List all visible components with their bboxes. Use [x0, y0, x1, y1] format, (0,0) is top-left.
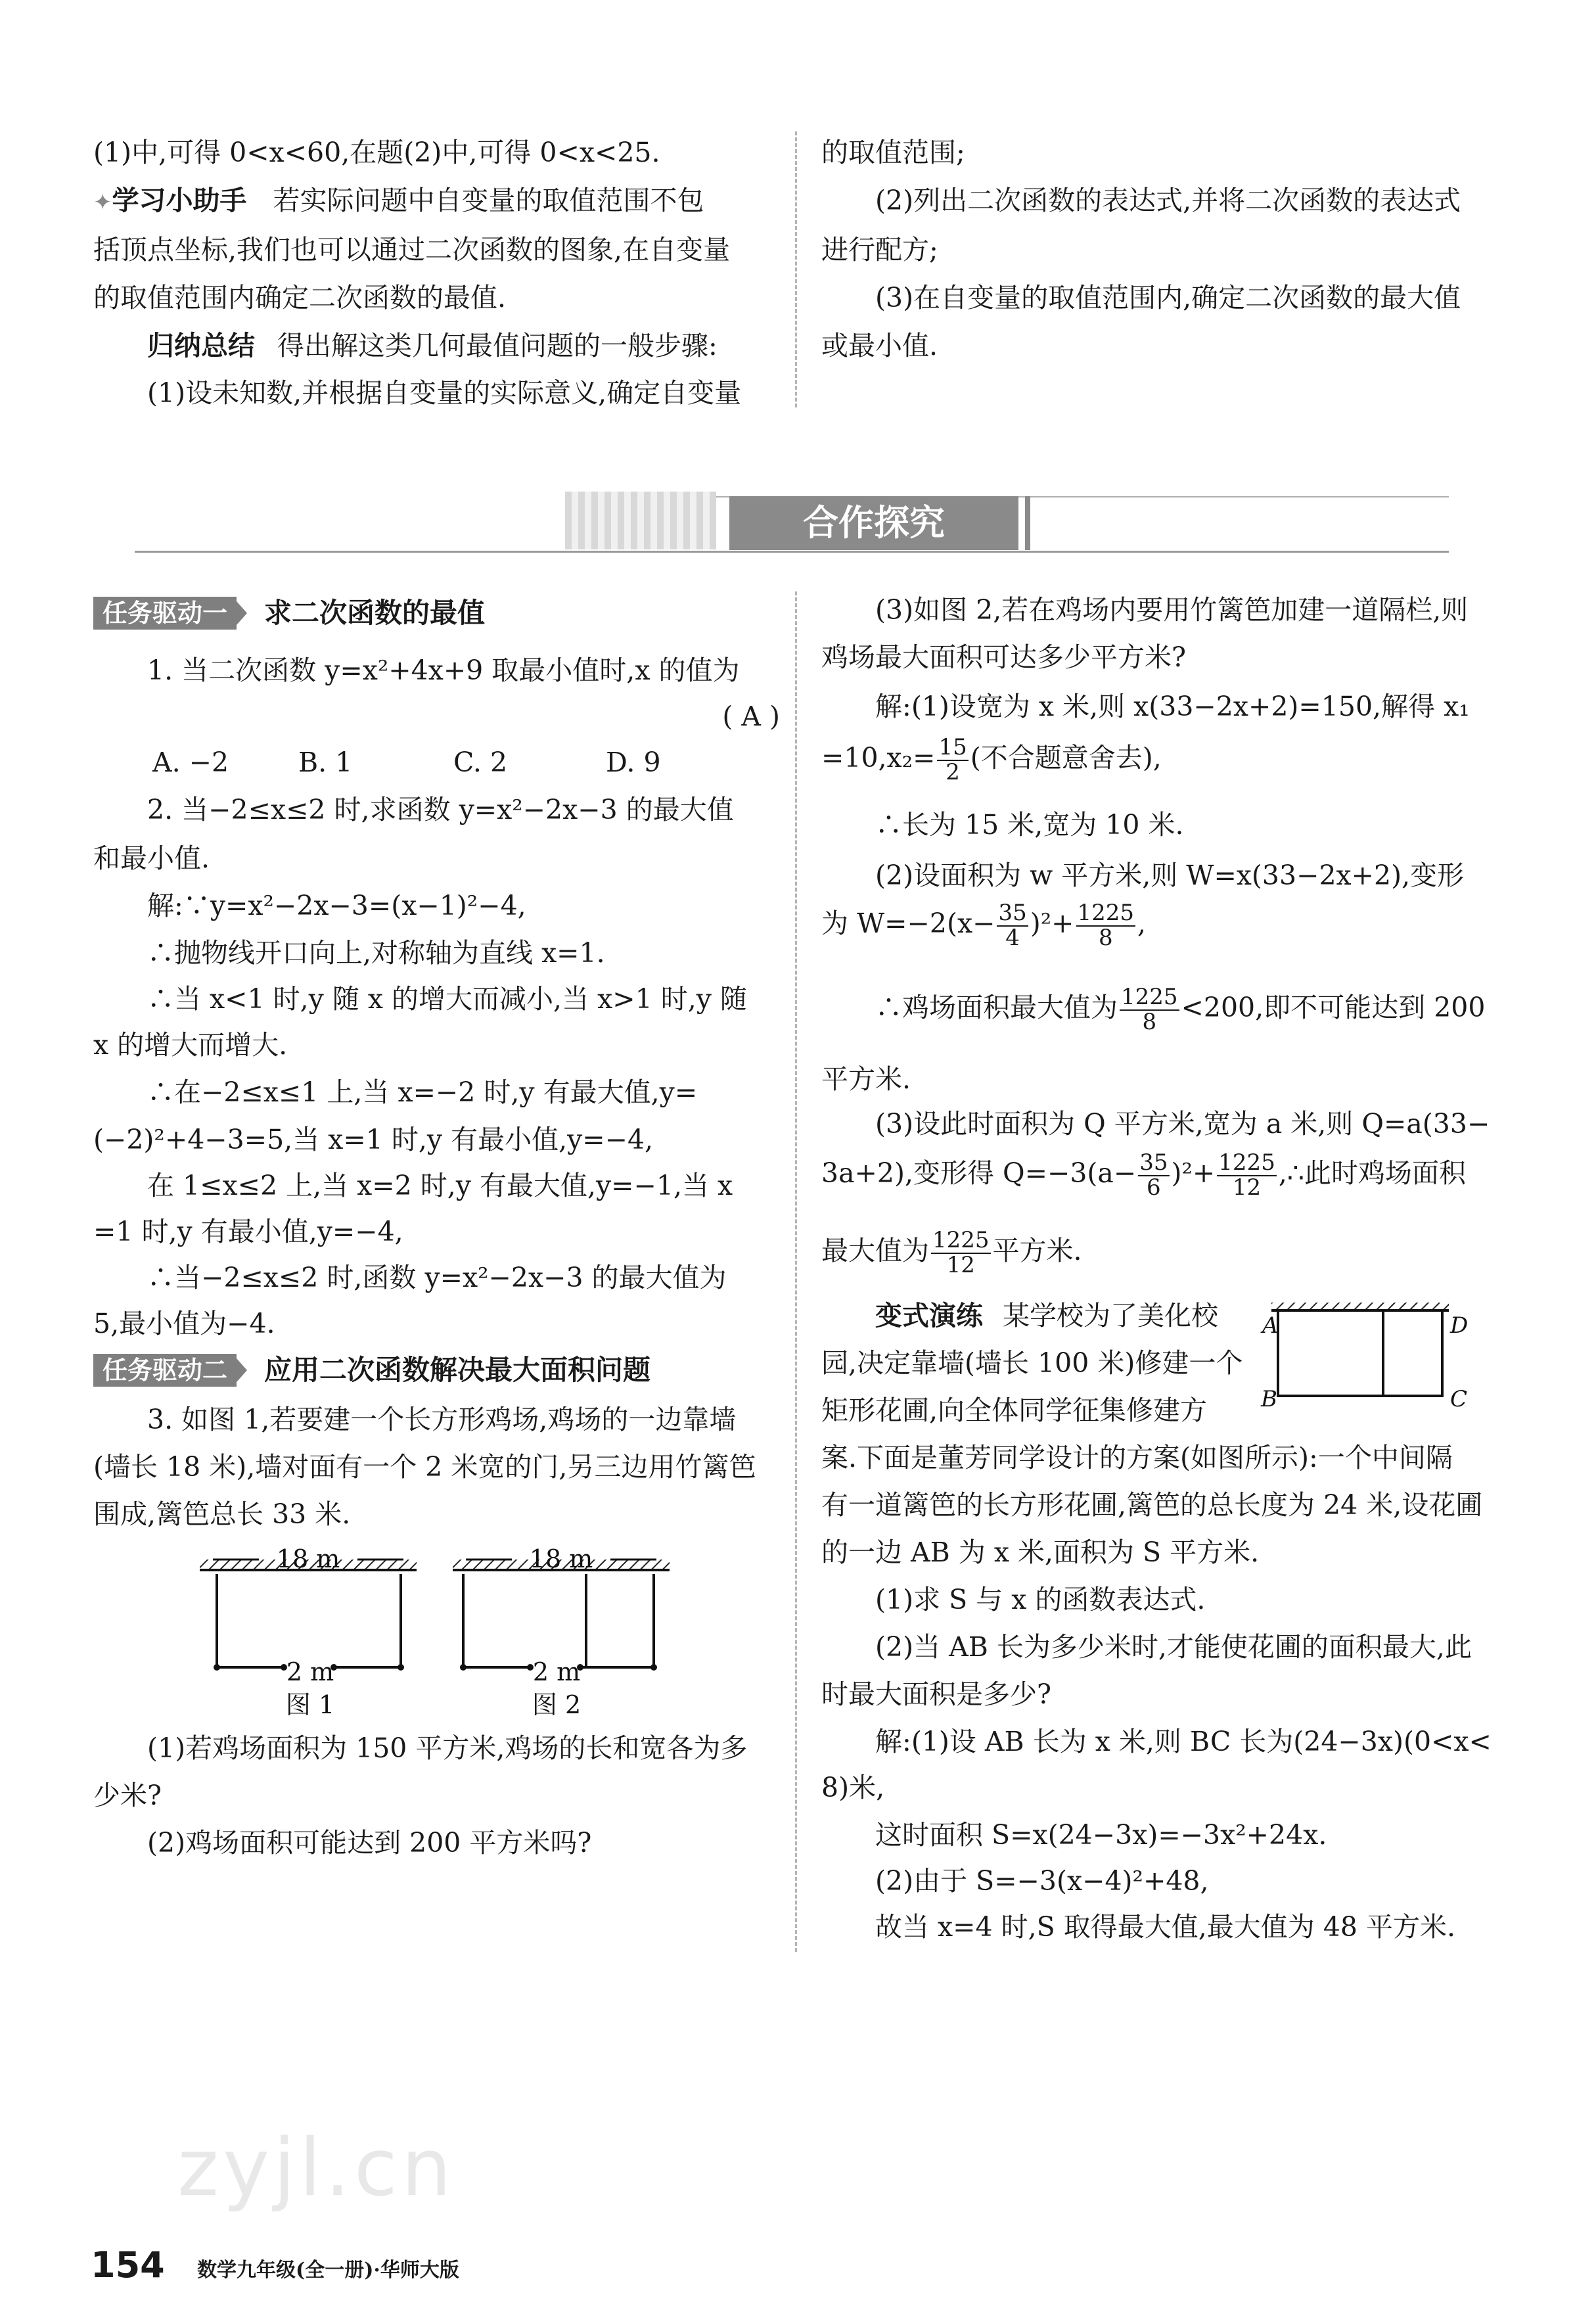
garden-label-a: A	[1262, 1312, 1279, 1339]
summary-label: 归纳总结	[147, 330, 255, 361]
fig2-corner	[650, 1664, 657, 1671]
variant-text-1: 某学校为了美化校	[1003, 1300, 1218, 1331]
q3r-line-2: 鸡场最大面积可达多少平方米?	[821, 641, 1186, 673]
frac-num: 1225	[1077, 900, 1135, 926]
garden-label-c: C	[1450, 1386, 1468, 1412]
variant-line-14: 故当 x=4 时,S 取得最大值,最大值为 48 平方米.	[875, 1911, 1456, 1943]
q3-line-1: 3. 如图 1,若要建一个长方形鸡场,鸡场的一边靠墙	[147, 1404, 737, 1435]
q3r-l7-fraction-2	[1076, 902, 1136, 950]
q1-option-b: B. 1	[298, 747, 353, 778]
task1-arrow-icon	[237, 601, 247, 625]
q3r-l12-text-a: 最大值为	[821, 1235, 929, 1267]
garden-label-d: D	[1450, 1312, 1469, 1339]
task1-title: 求二次函数的最值	[264, 597, 486, 629]
q3r-line-12	[821, 1229, 1082, 1277]
variant-line-8: (2)当 AB 长为多少米时,才能使花圃的面积最大,此	[875, 1631, 1472, 1663]
frac-num: 35	[1139, 1149, 1168, 1176]
q3r-l7-text-a: 为 W=−2(x−	[821, 908, 995, 940]
variant-line-1	[821, 1300, 1218, 1331]
fig1-corner	[398, 1664, 404, 1671]
garden-rectangle	[1278, 1310, 1442, 1396]
top-right-line-4: (3)在自变量的取值范围内,确定二次函数的最大值	[875, 282, 1461, 313]
q2-line-6: x 的增大而增大.	[93, 1029, 288, 1061]
top-left-line-1: (1)中,可得 0<x<60,在题(2)中,可得 0<x<25.	[93, 137, 660, 168]
variant-line-3: 矩形花圃,向全体同学征集修建方	[821, 1395, 1208, 1426]
q2-line-5: ∴当 x<1 时,y 随 x 的增大而减小,当 x>1 时,y 随	[147, 983, 747, 1015]
variant-line-10: 解:(1)设 AB 长为 x 米,则 BC 长为(24−3x)(0<x<	[875, 1726, 1492, 1757]
top-right-line-1: 的取值范围;	[821, 137, 965, 168]
q2-line-1: 2. 当−2≤x≤2 时,求函数 y=x²−2x−3 的最大值	[147, 794, 734, 825]
q3r-line-1: (3)如图 2,若在鸡场内要用竹篱笆加建一道隔栏,则	[875, 594, 1469, 626]
fig1-door-label: 2 m	[286, 1657, 334, 1686]
fig2-caption: 图 2	[532, 1690, 581, 1719]
top-left-line-3: 的取值范围内确定二次函数的最值.	[93, 282, 507, 313]
frac-den: 8	[1142, 1008, 1157, 1035]
q3-sub-line-3: (2)鸡场面积可能达到 200 平方米吗?	[147, 1827, 592, 1859]
q3r-l12-text-b: 平方米.	[992, 1235, 1082, 1267]
q3r-line-3: 解:(1)设宽为 x 米,则 x(33−2x+2)=150,解得 x₁	[875, 691, 1470, 722]
q3-sub-line-1: (1)若鸡场面积为 150 平方米,鸡场的长和宽各为多	[147, 1732, 748, 1764]
q3r-l11-fraction-2	[1217, 1151, 1277, 1199]
variant-line-13: (2)由于 S=−3(x−4)²+48,	[875, 1865, 1209, 1897]
garden-label-b: B	[1261, 1386, 1277, 1412]
frac-num: 15	[938, 734, 967, 760]
q3r-line-4	[821, 736, 1162, 784]
variant-line-4: 案.下面是董芳同学设计的方案(如图所示):一个中间隔	[821, 1442, 1453, 1473]
q3r-l8-text-b: <200,即不可能达到 200	[1181, 992, 1486, 1024]
main-right-column	[821, 0, 1498, 2312]
q1-option-a: A. −2	[152, 747, 229, 778]
q3r-line-11	[821, 1151, 1466, 1199]
helper-star-icon: ✦	[93, 189, 112, 216]
helper-text: 若实际问题中自变量的取值范围不包	[273, 185, 704, 216]
top-column-divider	[795, 131, 797, 407]
q2-line-4: ∴抛物线开口向上,对称轴为直线 x=1.	[147, 937, 605, 969]
q3r-line-6: (2)设面积为 w 平方米,则 W=x(33−2x+2),变形	[875, 860, 1465, 891]
q3r-l7-text-c: ,	[1137, 908, 1147, 940]
book-title: 数学九年级(全一册)·华师大版	[197, 2259, 459, 2282]
frac-den: 12	[946, 1251, 975, 1278]
helper-label: 学习小助手	[112, 185, 247, 216]
q1-option-c: C. 2	[453, 747, 508, 778]
q3r-line-10: (3)设此时面积为 Q 平方米,宽为 a 米,则 Q=a(33−	[875, 1108, 1490, 1140]
frac-den: 6	[1147, 1174, 1161, 1201]
q3r-l11-fraction-1	[1138, 1151, 1169, 1199]
frac-den: 4	[1005, 924, 1020, 951]
q3r-l4-fraction	[937, 736, 968, 784]
q3r-l11-text-c: ,∴此时鸡场面积	[1278, 1157, 1466, 1190]
variant-line-7: (1)求 S 与 x 的函数表达式.	[875, 1584, 1206, 1615]
q3-line-3: 围成,篱笆总长 33 米.	[93, 1498, 351, 1530]
variant-line-6: 的一边 AB 为 x 米,面积为 S 平方米.	[821, 1537, 1260, 1568]
variant-line-5: 有一道篱笆的长方形花圃,篱笆的总长度为 24 米,设花圃	[821, 1489, 1483, 1521]
frac-den: 8	[1098, 924, 1113, 951]
q3r-l11-text-a: 3a+2),变形得 Q=−3(a−	[821, 1157, 1137, 1190]
q3r-l8-fraction	[1120, 986, 1179, 1034]
fig1-top-label: 18 m	[276, 1544, 340, 1573]
q3-sub-line-2: 少米?	[93, 1780, 162, 1811]
q3r-l4-text-b: (不合题意舍去),	[970, 742, 1162, 774]
q3r-line-9: 平方米.	[821, 1063, 911, 1095]
q3r-l8-text-a: ∴鸡场面积最大值为	[875, 992, 1118, 1024]
q2-line-2: 和最小值.	[93, 843, 210, 874]
page-number: 154	[91, 2244, 165, 2286]
q3r-l11-text-b: )²+	[1171, 1157, 1216, 1190]
main-left-column	[93, 0, 780, 2312]
variant-line-2: 园,决定靠墙(墙长 100 米)修建一个	[821, 1347, 1243, 1379]
task2-tag: 任务驱动二	[93, 1354, 237, 1387]
top-right-line-3: 进行配方;	[821, 234, 938, 266]
q2-line-7: ∴在−2≤x≤1 上,当 x=−2 时,y 有最大值,y=	[147, 1076, 698, 1108]
section-header-title: 合作探究	[729, 496, 1018, 550]
main-column-divider	[795, 591, 797, 1952]
task1-heading	[93, 597, 485, 630]
fig2-door-label: 2 m	[532, 1657, 581, 1686]
frac-den: 12	[1232, 1174, 1262, 1201]
top-left-line-4: (1)设未知数,并根据自变量的实际意义,确定自变量	[147, 377, 742, 409]
top-right-line-5: 或最小值.	[821, 330, 938, 361]
q3r-l7-text-b: )²+	[1030, 908, 1074, 940]
q2-line-10: =1 时,y 有最小值,y=−4,	[93, 1216, 403, 1247]
task2-arrow-icon	[237, 1358, 247, 1382]
frac-num: 1225	[932, 1227, 990, 1253]
variant-line-11: 8)米,	[821, 1772, 885, 1803]
frac-den: 2	[946, 758, 960, 785]
figure-1	[198, 1535, 422, 1732]
frac-num: 1225	[1121, 984, 1178, 1010]
task2-title: 应用二次函数解决最大面积问题	[264, 1354, 651, 1386]
q3r-line-5: ∴长为 15 米,宽为 10 米.	[875, 809, 1184, 841]
q2-line-8: (−2)²+4−3=5,当 x=1 时,y 有最小值,y=−4,	[93, 1124, 654, 1155]
watermark: zyjl.cn	[177, 2123, 455, 2214]
q1-option-d: D. 9	[606, 747, 661, 778]
top-left-line-2: 括顶点坐标,我们也可以通过二次函数的图象,在自变量	[93, 234, 731, 266]
q3r-line-7	[821, 902, 1146, 950]
task1-tag: 任务驱动一	[93, 597, 237, 630]
variant-label: 变式演练	[875, 1300, 983, 1331]
q2-line-11: ∴当−2≤x≤2 时,函数 y=x²−2x−3 的最大值为	[147, 1262, 727, 1293]
variant-line-9: 时最大面积是多少?	[821, 1678, 1051, 1710]
q3r-l7-fraction-1	[997, 902, 1028, 950]
q3-line-2: (墙长 18 米),墙对面有一个 2 米宽的门,另三边用竹篱笆	[93, 1451, 756, 1483]
q2-line-3: 解:∵y=x²−2x−3=(x−1)²−4,	[147, 890, 526, 921]
figure-2	[451, 1535, 675, 1732]
frac-num: 35	[998, 900, 1027, 926]
task2-heading	[93, 1354, 650, 1387]
q1-answer: ( A )	[722, 701, 780, 732]
fig1-corner	[214, 1664, 220, 1671]
q3r-l12-fraction	[931, 1229, 991, 1277]
q3r-line-8	[821, 986, 1485, 1034]
q2-line-12: 5,最小值为−4.	[93, 1308, 275, 1339]
fig2-top-label: 18 m	[529, 1544, 593, 1573]
garden-figure	[1258, 1293, 1482, 1425]
variant-line-12: 这时面积 S=x(24−3x)=−3x²+24x.	[875, 1819, 1327, 1851]
q3r-l4-text-a: =10,x₂=	[821, 742, 936, 774]
q2-line-9: 在 1≤x≤2 上,当 x=2 时,y 有最大值,y=−1,当 x	[147, 1170, 733, 1201]
q1-stem: 1. 当二次函数 y=x²+4x+9 取最小值时,x 的值为	[147, 655, 740, 686]
fig1-caption: 图 1	[285, 1690, 335, 1719]
fig2-corner	[460, 1664, 467, 1671]
summary-text: 得出解这类几何最值问题的一般步骤:	[277, 330, 718, 361]
frac-num: 1225	[1218, 1149, 1275, 1176]
top-right-line-2: (2)列出二次函数的表达式,并将二次函数的表达式	[875, 185, 1461, 216]
